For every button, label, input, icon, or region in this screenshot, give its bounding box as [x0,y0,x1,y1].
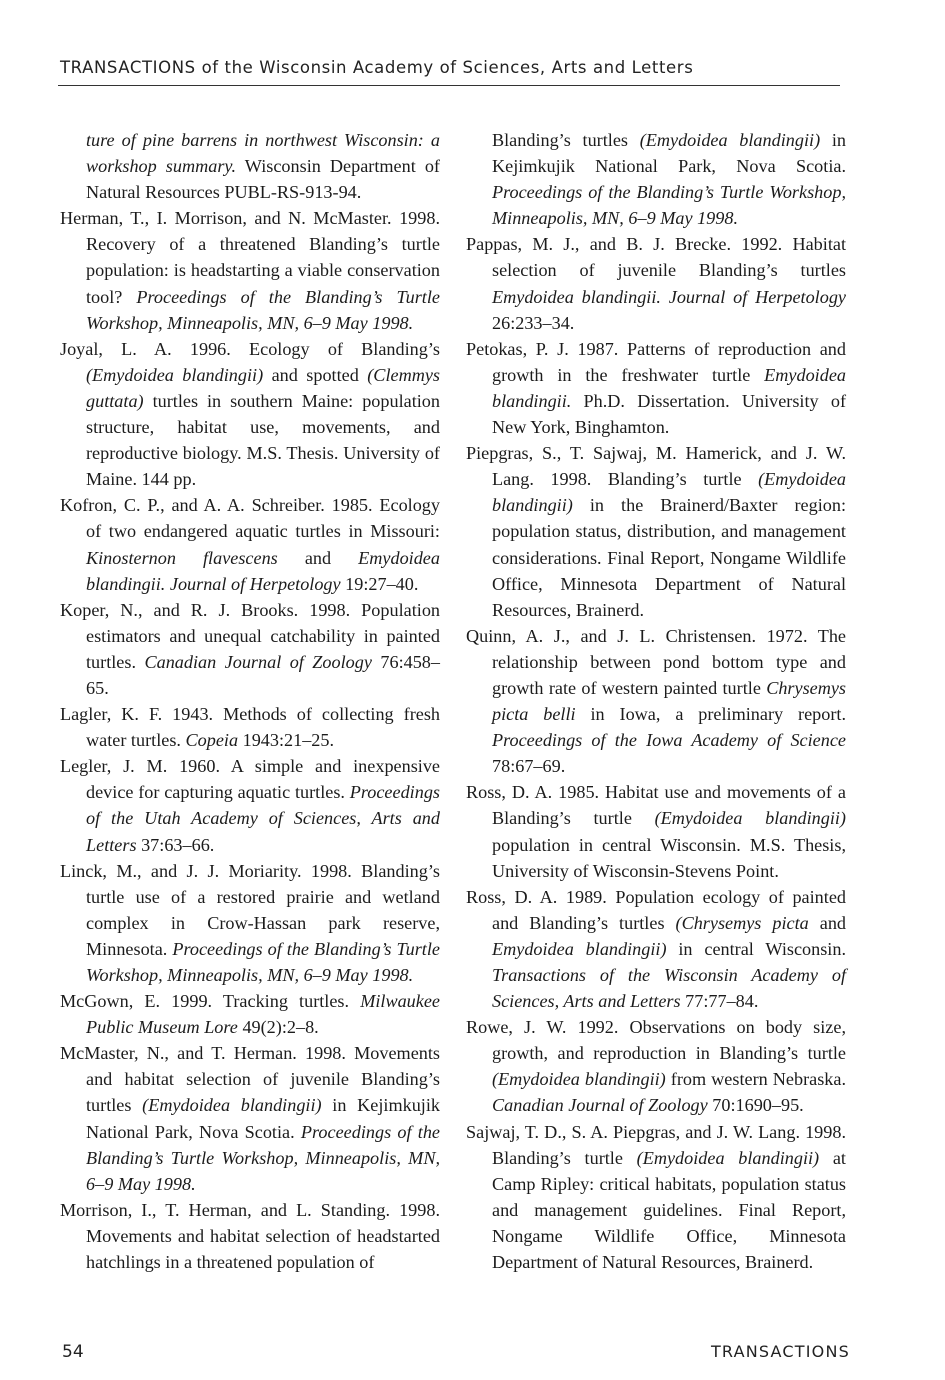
ref-sajwaj: Sajwaj, T. D., S. A. Piepgras, and J. W. Lang. 1998. Blanding’s turtle (Emydoidea blandingii) at Camp Ripley: critical habitats, population status and management guidelines. Final Report, Nongame Wildlife Office, Minnesota Department of Natural Resources, Brainerd. [466,1121,846,1273]
ref-ross-1985: Ross, D. A. 1985. Habitat use and movements of a Blanding’s turtle (Emydoidea blandingii) population in central Wisconsin. M.S. Thesis, University of Wisconsin-Stevens Point. [466,782,846,881]
running-header: TRANSACTIONS of the Wisconsin Academy of Sciences, Arts and Letters [60,58,694,77]
header-rule [58,85,840,86]
ref-mcmaster: McMaster, N., and T. Herman. 1998. Movements and habitat selection of juvenile Blanding’s turtles (Emydoidea blandingii) in Kejimkujik National Park, Nova Scotia. Proceedings of the Blanding’s Turtle Workshop, Minneapolis, MN, 6–9 May 1998. [60,1043,440,1194]
ref-piepgras: Piepgras, S., T. Sajwaj, M. Hamerick, and J. W. Lang. 1998. Blanding’s turtle (Emydoidea blandingii) in the Brainerd/Baxter region: population status, distribution, and management considerations. Final Report, Nongame Wildlife Office, Minnesota Department of Natural Resources, Brainerd. [466,443,846,620]
ref-lagler: Lagler, K. F. 1943. Methods of collecting fresh water turtles. Copeia 1943:21–25. [60,704,440,751]
ref-italic: ture of pine barrens in northwest Wisconsin: a workshop summary. [86,130,440,177]
ref-morrison: Morrison, I., T. Herman, and L. Standing. 1998. Movements and habitat selection of headstarted hatchlings in a threatened population of [60,1199,440,1273]
right-column [466,127,846,1275]
ref-mcgown: McGown, E. 1999. Tracking turtles. Milwaukee Public Museum Lore 49(2):2–8. [60,991,440,1038]
ref-linck: Linck, M., and J. J. Moriarity. 1998. Blanding’s turtle use of a restored prairie and wetland complex in Crow-Hassan park reserve, Minnesota. Proceedings of the Blanding’s Turtle Workshop, Minneapolis, MN, 6–9 May 1998. [60,860,440,985]
page-number: 54 [62,1342,84,1362]
ref-continuation-right: Blanding’s turtles (Emydoidea blandingii) in Kejimkujik National Park, Nova Scotia. Proceedings of the Blanding’s Turtle Workshop, Minneapolis, MN, 6–9 May 1998. [492,130,846,229]
ref-continuation-left [60,127,440,205]
ref-quinn: Quinn, A. J., and J. L. Christensen. 1972. The relationship between pond bottom type and growth rate of western painted turtle Chrysemys picta belli in Iowa, a preliminary report. Proceedings of the Iowa Academy of Science 78:67–69. [466,625,846,777]
ref-legler: Legler, J. M. 1960. A simple and inexpensive device for capturing aquatic turtles. Proceedings of the Utah Academy of Sciences, Arts and Letters 37:63–66. [60,756,440,855]
ref-pappas: Pappas, M. J., and B. J. Brecke. 1992. Habitat selection of juvenile Blanding’s turtles Emydoidea blandingii. Journal of Herpetology 26:233–34. [466,234,846,333]
ref-ross-1989: Ross, D. A. 1989. Population ecology of painted and Blanding’s turtles (Chrysemys picta and Emydoidea blandingii) in central Wisconsin. Transactions of the Wisconsin Academy of Sciences, Arts and Letters 77:77–84. [466,886,847,1012]
ref-rowe: Rowe, J. W. 1992. Observations on body size, growth, and reproduction in Blanding’s turtle (Emydoidea blandingii) from western Nebraska. Canadian Journal of Zoology 70:1690–95. [466,1017,846,1116]
ref-joyal: Joyal, L. A. 1996. Ecology of Blanding’s (Emydoidea blandingii) and spotted (Clemmys guttata) turtles in southern Maine: population structure, habitat use, movements, and reproductive biology. M.S. Thesis. University of Maine. 144 pp. [60,338,440,490]
ref-koper: Koper, N., and R. J. Brooks. 1998. Population estimators and unequal catchability in painted turtles. Canadian Journal of Zoology 76:458–65. [60,599,440,698]
left-column [60,127,440,1275]
ref-text: Wisconsin Department of Natural Resources PUBL-RS-913-94. [86,156,440,203]
journal-footer: TRANSACTIONS [710,1342,850,1361]
ref-petokas: Petokas, P. J. 1987. Patterns of reproduction and growth in the freshwater turtle Emydoidea blandingii. Ph.D. Dissertation. University of New York, Binghamton. [466,338,846,438]
ref-herman: Herman, T., I. Morrison, and N. McMaster. 1998. Recovery of a threatened Blanding’s turtle population: is headstarting a viable conservation tool? Proceedings of the Blanding’s Turtle Workshop, Minneapolis, MN, 6–9 May 1998. [60,208,440,333]
ref-kofron: Kofron, C. P., and A. A. Schreiber. 1985. Ecology of two endangered aquatic turtles in Missouri: Kinosternon flavescens and Emydoidea blandingii. Journal of Herpetology 19:27–40. [60,495,440,594]
